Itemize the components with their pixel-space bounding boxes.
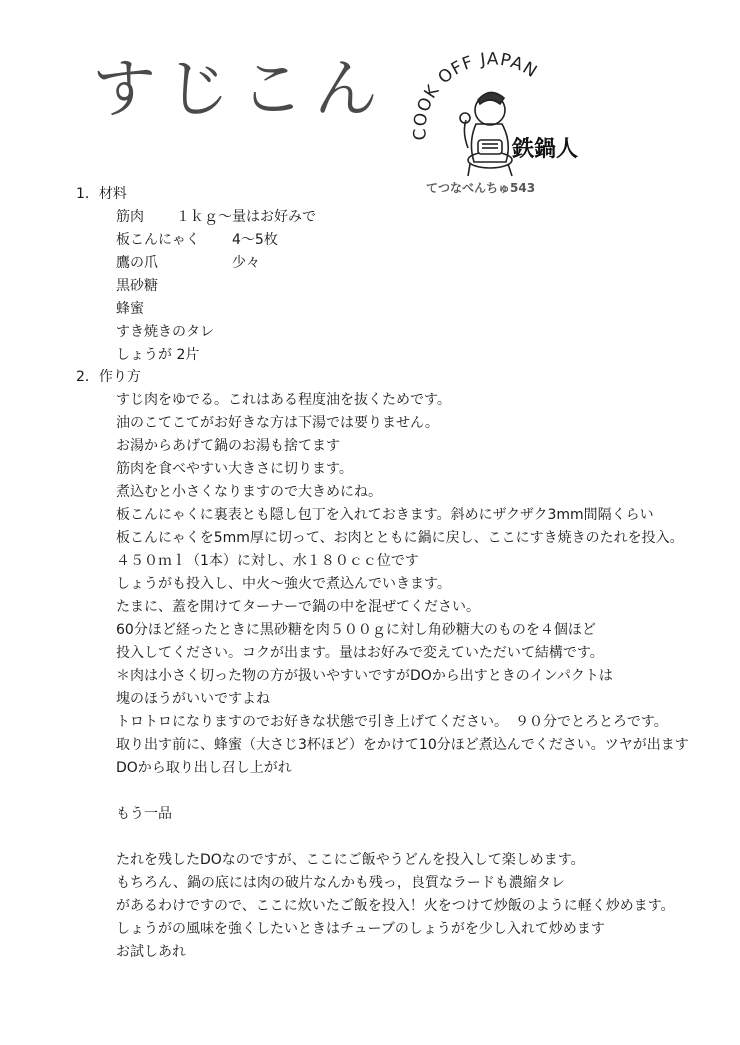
method-line: 板こんにゃくに裏表とも隠し包丁を入れておきます。斜めにザクザク3mm間隔くらい [116, 507, 654, 523]
method-line: 板こんにゃくを5mm厚に切って、お肉とともに鍋に戻し、ここにすき焼きのたれを投入。 [116, 530, 684, 546]
extra-line: もちろん、鍋の底には肉の破片なんかも残っ，良質なラードも濃縮タレ [116, 875, 565, 891]
ingredient-qty: 4～5枚 [232, 232, 278, 248]
method-line: 筋肉を食べやすい大きさに切ります。 [116, 461, 353, 477]
method-line: たまに、蓋を開けてターナーで鍋の中を混ぜてください。 [116, 599, 480, 615]
ingredient-qty: 少々 [232, 255, 260, 271]
page-title: すじこん [92, 53, 388, 127]
logo-handle-text: てつなべんちゅ543 [426, 181, 536, 195]
method-line: トロトロになりますのでお好きな状態で引き上げてください。 ９０分でとろとろです。 [116, 714, 668, 730]
method-line: DOから取り出し召し上がれ [116, 760, 292, 776]
method-line: 塊のほうがいいですよね [116, 691, 270, 707]
method-line: お湯からあげて鍋のお湯も捨てます [116, 438, 340, 454]
extra-line: お試しあれ [116, 944, 186, 960]
ingredient-name: すき焼きのタレ [116, 324, 214, 340]
method-line: 油のこてこてがお好きな方は下湯では要りません。 [116, 415, 439, 431]
ingredient-name: しょうが 2片 [116, 347, 200, 363]
ingredient-row [116, 207, 316, 227]
method-line: 投入してください。コクが出ます。量はお好みで変えていただいて結構です。 [116, 645, 604, 661]
logo-arc-text [410, 52, 541, 141]
ingredient-row [116, 345, 199, 365]
logo-name-text: 鉄鍋人 [512, 137, 578, 162]
extra-line: があるわけですので、ここに炊いたご飯を投入！火をつけて炒飯のように軽く炒めます。 [116, 898, 675, 914]
method-line: 取り出す前に、蜂蜜（大さじ3杯ほど）をかけて10分ほど煮込んでください。ツヤが出ます [116, 737, 689, 753]
method-line: 60分ほど経ったときに黒砂糖を肉５００ｇに対し角砂糖大のものを４個ほど [116, 622, 596, 638]
ingredient-row [116, 322, 214, 342]
ingredient-row [116, 253, 260, 273]
ingredient-qty: １ｋｇ～量はお好みで [176, 209, 316, 225]
ingredient-name: 板こんにゃく [116, 232, 200, 248]
method-line: ＊肉は小さく切った物の方が扱いやすいですがDOから出すときのインパクトは [116, 668, 613, 684]
extra-line: しょうがの風味を強くしたいときはチューブのしょうがを少し入れて炒めます [116, 921, 605, 937]
cook-off-japan-logo [408, 52, 578, 200]
ingredient-name: 筋肉 [116, 209, 144, 225]
ingredient-row [116, 230, 278, 250]
method-line: 煮込むと小さくなりますので大きめにね。 [116, 484, 382, 500]
chef-character-icon [460, 92, 512, 176]
ingredient-name: 蜂蜜 [116, 301, 144, 317]
ingredient-row [116, 299, 144, 319]
materials-heading: 1．材料 [76, 186, 127, 202]
ingredient-name: 黒砂糖 [116, 278, 158, 294]
method-line: すじ肉をゆでる。これはある程度油を抜くためです。 [116, 392, 451, 408]
method-line: しょうがも投入し、中火～強火で煮込んでいきます。 [116, 576, 451, 592]
method-line: ４５０ｍｌ（1本）に対し、水１８０ｃｃ位です [116, 553, 419, 569]
method-heading: 2．作り方 [76, 369, 141, 385]
extra-line: たれを残したDOなのですが、ここにご飯やうどんを投入して楽しめます。 [116, 852, 585, 868]
extra-heading: もう一品 [116, 806, 172, 822]
logo-arc-textpath: COOK OFF JAPAN [410, 52, 542, 141]
ingredient-name: 鷹の爪 [116, 255, 158, 271]
ingredient-row [116, 276, 158, 296]
